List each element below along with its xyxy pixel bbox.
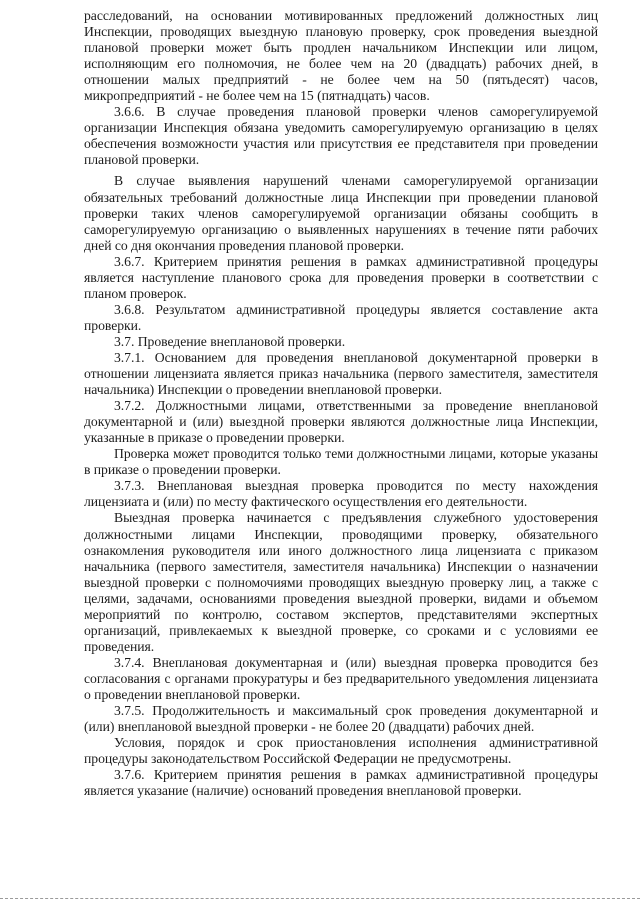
paragraph-3-7-3: 3.7.3. Внеплановая выездная проверка проводится по месту нахождения лицензиата и (или) по месту фактического осуществления его деятельности. xyxy=(84,478,598,510)
paragraph-3-6-7: 3.6.7. Критерием принятия решения в рамках административной процедуры является наступление планового срока для проведения проверки в соответствии с планом проверок. xyxy=(84,253,598,301)
paragraph-3-7: 3.7. Проведение внеплановой проверки. xyxy=(114,333,346,349)
paragraph-3-7-1: 3.7.1. Основанием для проведения внеплановой документарной проверки в отношении лицензиата является приказ начальника (первого заместителя, заместителя начальника) Инспекции о проведении внеплановой проверки. xyxy=(84,349,598,398)
paragraph-sro-violations: В случае выявления нарушений членами саморегулируемой организации обязательных требований должностные лица Инспекции при проведении плановой проверки таких членов саморегулируемой организации обязаны сообщить в саморегулируемую организацию о выявленных нарушениях в течение пяти рабочих дней со дня окончания проведения плановой проверки. xyxy=(84,173,598,253)
paragraph-3-6-8: 3.6.8. Результатом административной процедуры является составление акта проверки. xyxy=(84,301,598,333)
page-bottom-edge xyxy=(0,898,640,899)
paragraph-continuation: расследований, на основании мотивированных предложений должностных лиц Инспекции, проводящих выездную плановую проверку, срок проведения выездной плановой проверки может быть продлен начальником Инспекции или лицом, исполняющим его полномочия, не более чем на 20 (двадцать) рабочих дней, в отношении малых предприятий - не более чем на 50 (пятьдесят) часов, микропредприятий - не более чем на 15 (пятнадцать) часов. xyxy=(84,8,598,104)
document-body xyxy=(84,8,598,799)
paragraph-onsite-inspection: Выездная проверка начинается с предъявления служебного удостоверения должностными лицами Инспекции, проводящими проверку, обязательного ознакомления руководителя или иного должностного лица лицензиата с приказом начальника (первого заместителя, заместителя начальника) Инспекции о назначении выездной проверки с полномочиями проводящих выездную проверку лиц, а также с целями, задачами, основаниями проведения выездной проверки, видами и объемом мероприятий по контролю, составом экспертов, представителями экспертных организаций, привлекаемых к выездной проверке, со сроками и с условиями ее проведения. xyxy=(84,510,598,654)
paragraph-3-7-5: 3.7.5. Продолжительность и максимальный срок проведения документарной и (или) внеплановой выездной проверки - не более 20 (двадцати) рабочих дней. xyxy=(84,703,598,735)
paragraph-3-7-6: 3.7.6. Критерием принятия решения в рамках административной процедуры является указание (наличие) оснований проведения внеплановой проверки. xyxy=(84,767,598,799)
paragraph-3-6-6: 3.6.6. В случае проведения плановой проверки членов саморегулируемой организации Инспекция обязана уведомить саморегулируемую организацию в целях обеспечения возможности участия или присутствия ее представителя при проведении плановой проверки. xyxy=(84,104,598,168)
paragraph-suspension-conditions: Условия, порядок и срок приостановления исполнения административной процедуры законодательством Российской Федерации не предусмотрены. xyxy=(84,735,598,767)
paragraph-inspection-persons: Проверка может проводится только теми должностными лицами, которые указаны в приказе о проведении проверки. xyxy=(84,446,598,478)
paragraph-3-7-4: 3.7.4. Внеплановая документарная и (или) выездная проверка проводится без согласования с органами прокуратуры и без предварительного уведомления лицензиата о проведении внеплановой проверки. xyxy=(84,654,598,702)
paragraph-3-7-2: 3.7.2. Должностными лицами, ответственными за проведение внеплановой документарной и (или) выездной проверки являются должностные лица Инспекции, указанные в приказе о проведении проверки. xyxy=(84,398,598,446)
